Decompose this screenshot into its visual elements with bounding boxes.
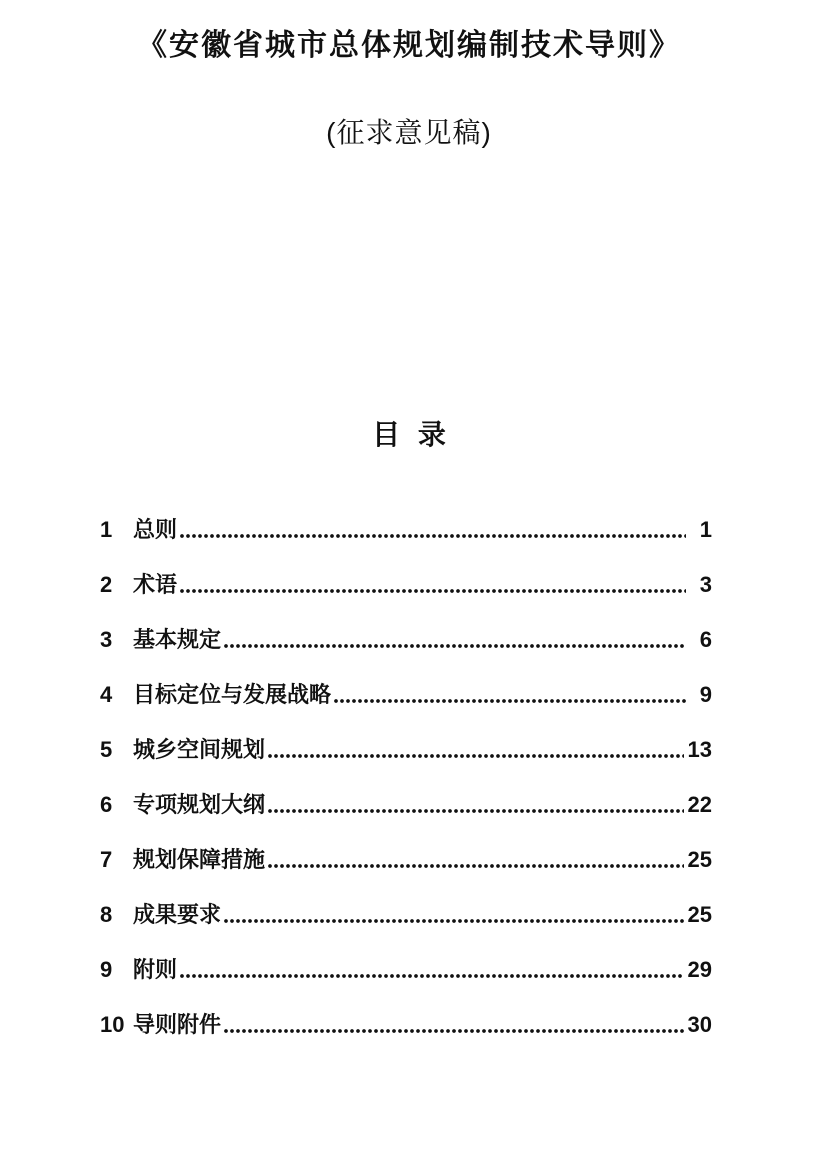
toc-entry	[100, 902, 712, 927]
toc-entry-label: 专项规划大纲	[133, 792, 266, 817]
toc-entry-number: 10	[100, 1012, 125, 1037]
toc-leader-dots	[268, 809, 684, 813]
toc-leader-dots	[268, 754, 684, 758]
document-subtitle: (征求意见稿)	[326, 117, 492, 148]
toc-entry-number: 7	[100, 847, 113, 872]
toc-entry-page: 22	[687, 792, 712, 817]
toc-leader-dots	[334, 699, 686, 703]
toc-entry-page: 29	[687, 957, 712, 982]
toc-heading: 目 录	[372, 419, 446, 450]
toc-entry	[100, 737, 712, 762]
document-page	[0, 26, 818, 1152]
toc-entry-page: 13	[687, 737, 712, 762]
toc-entry	[100, 517, 712, 542]
toc-entry-number: 8	[100, 902, 113, 927]
toc-entry	[100, 957, 712, 982]
toc-entry-page: 3	[699, 572, 712, 597]
toc-entry-page: 25	[687, 847, 712, 872]
toc-entry-number: 6	[100, 792, 113, 817]
toc-leader-dots	[224, 1029, 684, 1033]
toc-entry-number: 4	[100, 682, 113, 707]
toc-entry-number: 1	[100, 517, 113, 542]
toc-leader-dots	[224, 919, 684, 923]
toc-entry-number: 9	[100, 957, 113, 982]
toc-entry-label: 城乡空间规划	[133, 737, 266, 762]
toc-entry-page: 6	[699, 627, 712, 652]
toc-entry	[100, 572, 712, 597]
toc-entry-page: 1	[699, 517, 712, 542]
toc-entry-number: 5	[100, 737, 113, 762]
toc-entry-label: 基本规定	[133, 627, 222, 652]
toc-leader-dots	[180, 974, 684, 978]
toc-leader-dots	[224, 644, 686, 648]
toc-leader-dots	[180, 589, 686, 593]
toc-entry-label: 规划保障措施	[133, 847, 266, 872]
toc-entry-label: 成果要求	[133, 902, 222, 927]
toc-entry	[100, 847, 712, 872]
toc-entry	[100, 627, 712, 652]
toc-entry-page: 30	[687, 1012, 712, 1037]
toc-entry	[100, 792, 712, 817]
toc-entry	[100, 682, 712, 707]
toc-entry-label: 术语	[133, 572, 178, 597]
toc-leader-dots	[180, 534, 686, 538]
toc-leader-dots	[268, 864, 684, 868]
toc-entry-label: 导则附件	[133, 1012, 222, 1037]
document-title: 《安徽省城市总体规划编制技术导则》	[137, 29, 681, 62]
toc-entry-number: 3	[100, 627, 113, 652]
toc-entry-label: 总则	[133, 517, 178, 542]
toc-list	[100, 517, 712, 1037]
toc-entry-label: 附则	[133, 957, 178, 982]
toc-entry-page: 25	[687, 902, 712, 927]
toc-entry-label: 目标定位与发展战略	[133, 682, 332, 707]
toc-entry	[100, 1012, 712, 1037]
toc-entry-page: 9	[699, 682, 712, 707]
toc-entry-number: 2	[100, 572, 113, 597]
